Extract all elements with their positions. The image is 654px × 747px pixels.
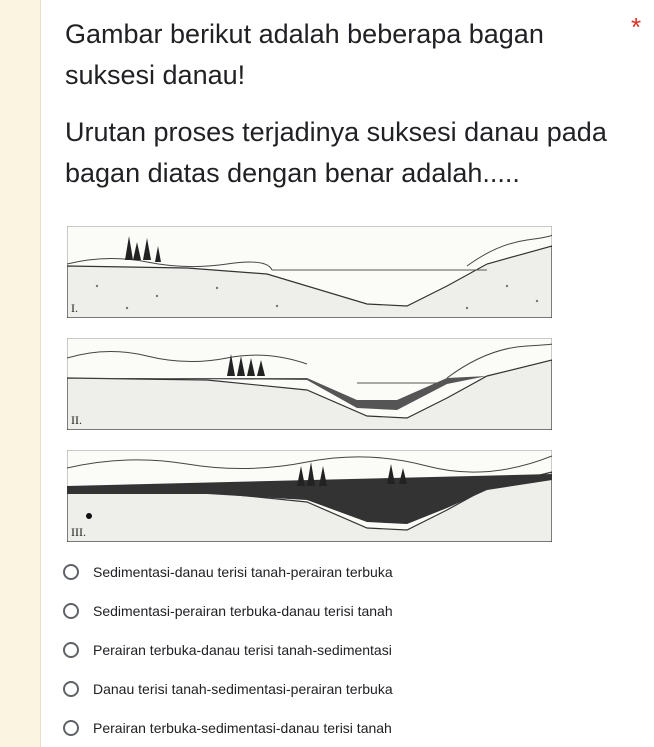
succession-panel-2 (67, 338, 552, 430)
question-title: Gambar berikut adalah beberapa bagan suksesi danau! (65, 19, 544, 90)
option-1[interactable] (63, 552, 393, 591)
option-label: Sedimentasi-perairan terbuka-danau terisi tanah (93, 602, 393, 619)
panel-2-label: II. (71, 413, 82, 427)
option-label: Danau terisi tanah-sedimentasi-perairan terbuka (93, 680, 393, 697)
panel-3-label: III. (71, 525, 86, 539)
radio-button[interactable] (63, 720, 79, 736)
panel-1-label: I. (71, 301, 78, 315)
answer-options (63, 552, 393, 747)
required-asterisk: * (631, 12, 642, 42)
option-5[interactable] (63, 708, 393, 747)
left-margin-strip (0, 0, 41, 747)
option-4[interactable] (63, 669, 393, 708)
radio-button[interactable] (63, 642, 79, 658)
question-card (41, 0, 654, 747)
option-label: Perairan terbuka-sedimentasi-danau terisi tanah (93, 719, 392, 736)
radio-button[interactable] (63, 564, 79, 580)
succession-panel-3 (67, 450, 552, 542)
succession-panel-1 (67, 226, 552, 318)
lake-succession-figure (67, 226, 552, 542)
option-label: Perairan terbuka-danau terisi tanah-sedimentasi (93, 641, 392, 658)
radio-button[interactable] (63, 603, 79, 619)
option-2[interactable] (63, 591, 393, 630)
option-label: Sedimentasi-danau terisi tanah-perairan terbuka (93, 563, 393, 580)
question-description: Urutan proses terjadinya suksesi danau pada bagan diatas dengan benar adalah..... (65, 117, 607, 188)
radio-button[interactable] (63, 681, 79, 697)
option-3[interactable] (63, 630, 393, 669)
